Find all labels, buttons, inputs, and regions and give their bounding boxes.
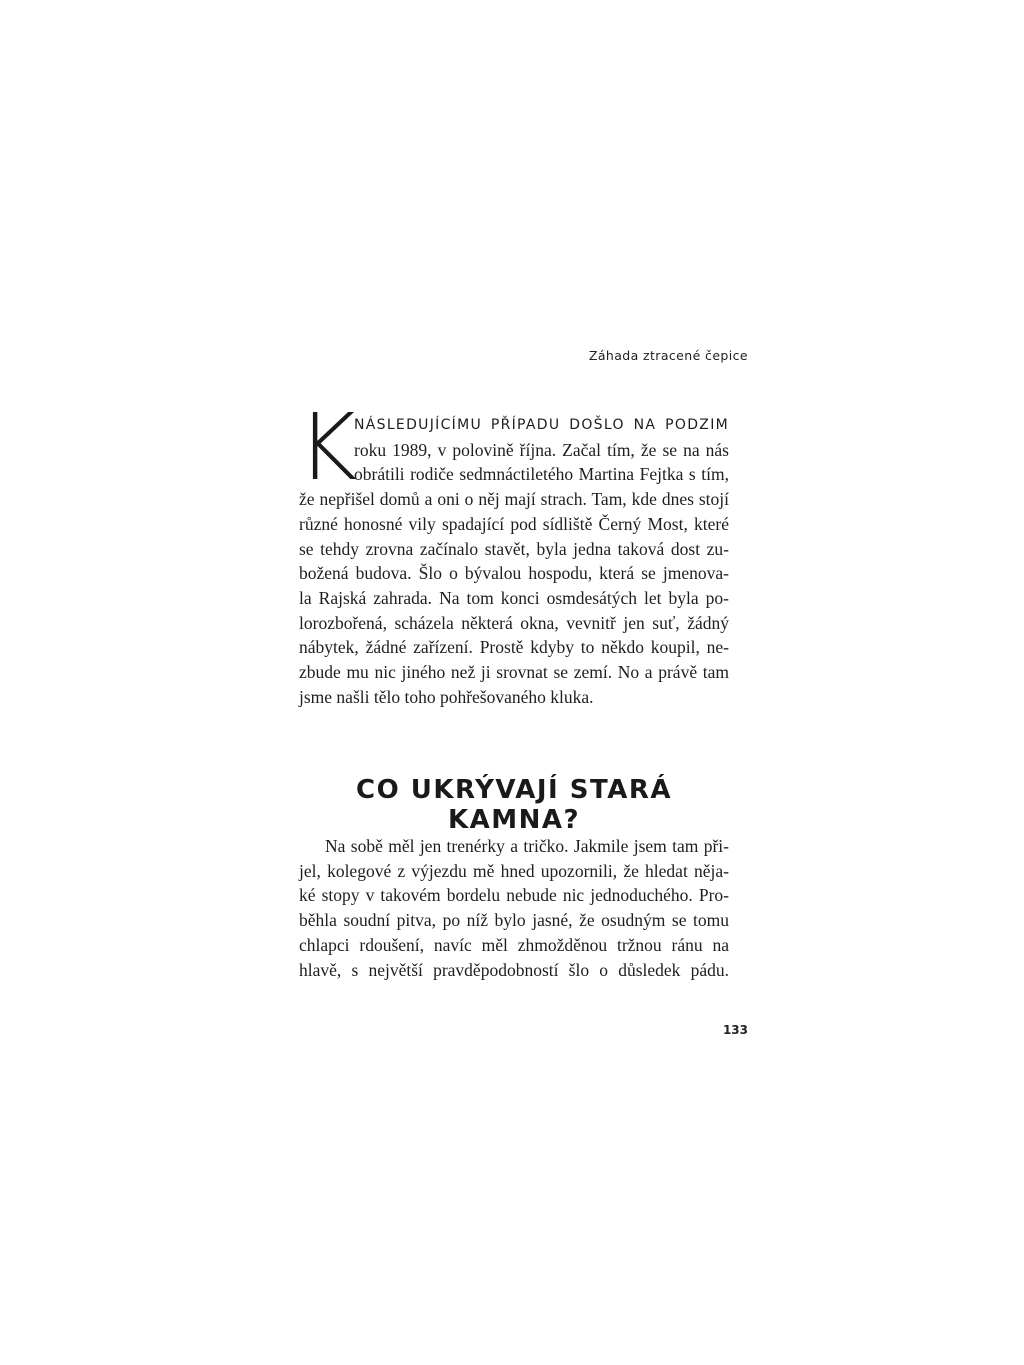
paragraph-line: chlapci rdoušení, navíc měl zhmožděnou tržnou ránu na xyxy=(299,934,729,955)
paragraph-line: božená budova. Šlo o bývalou hospodu, která se jmenova- xyxy=(299,563,729,584)
section-heading: CO UKRÝVAJÍ STARÁ KAMNA? xyxy=(355,775,672,835)
paragraph-line: hlavě, s největší pravděpodobností šlo o důsledek pádu. xyxy=(299,959,729,980)
paragraph-line: obrátili rodiče sedmnáctiletého Martina Fejtka s tím, xyxy=(354,464,729,485)
paragraph-line: nábytek, žádné zařízení. Prostě kdyby to někdo koupil, ne- xyxy=(299,637,729,658)
paragraph-line: různé honosné vily spadající pod sídliště Černý Most, které xyxy=(299,513,729,534)
page-number: 133 xyxy=(722,1023,748,1037)
paragraph-line: zbude mu nic jiného než ji srovnat se zemí. No a právě tam xyxy=(299,662,729,683)
paragraph-line: Na sobě měl jen trenérky a tričko. Jakmile jsem tam při- xyxy=(325,836,729,856)
paragraph-line: jsme našli tělo toho pohřešovaného kluka. xyxy=(299,686,594,707)
paragraph-line: běhla soudní pitva, po níž bylo jasné, že osudným se tomu xyxy=(299,910,729,931)
paragraph-line: se tehdy zrovna začínalo stavět, byla jedna taková dost zu- xyxy=(299,538,729,559)
running-head: Záhada ztracené čepice xyxy=(588,348,748,363)
paragraph-line: že nepřišel domů a oni o něj mají strach. Tam, kde dnes stojí xyxy=(299,489,729,510)
opening-paragraph xyxy=(299,413,729,709)
paragraph-line: lorozbořená, scházela některá okna, vevnitř jen suť, žádný xyxy=(299,612,729,633)
paragraph-line: roku 1989, v polovině října. Začal tím, že se na nás xyxy=(354,439,729,460)
paragraph-line: ké stopy v takovém bordelu nebude nic jednoduchého. Pro- xyxy=(299,885,729,906)
paragraph-line: la Rajská zahrada. Na tom konci osmdesátých let byla po- xyxy=(299,587,729,608)
drop-cap: K xyxy=(297,394,358,501)
smallcaps-opening-line: NÁSLEDUJÍCÍMU PŘÍPADU DOŠLO NA PODZIM xyxy=(354,417,729,433)
paragraph-line: jel, kolegové z výjezdu mě hned upozornili, že hledat něja- xyxy=(299,860,729,881)
section-paragraph xyxy=(299,834,729,982)
